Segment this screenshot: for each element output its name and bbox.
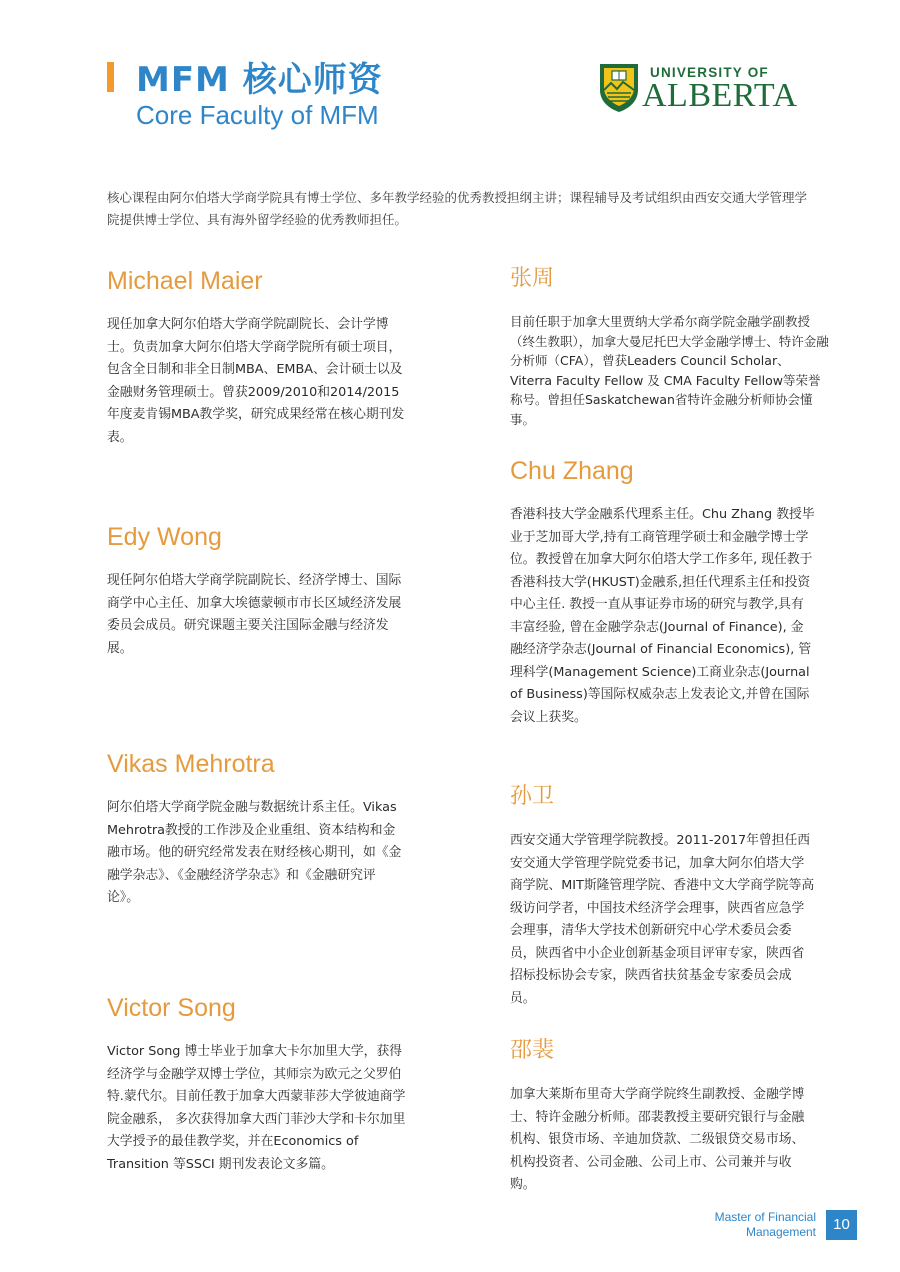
title-accent-bar — [107, 62, 114, 92]
faculty-name: Vikas Mehrotra — [107, 750, 275, 778]
faculty-bio: 现任加拿大阿尔伯塔大学商学院副院长、会计学博士。负责加拿大阿尔伯塔大学商学院所有硕士项目，包含全日制和非全日制MBA、EMBA、会计硕士以及金融财务管理硕士。曾获2009/2010和2014/2015年度麦肯锡MBA教学奖，研究成果经常在核心期刊发表。 — [107, 317, 405, 445]
faculty-card-shao-pei — [510, 1036, 810, 1197]
intro-paragraph: 核心课程由阿尔伯塔大学商学院具有博士学位、多年教学经验的优秀教授担纲主讲；课程辅导及考试组织由西安交通大学管理学院提供博士学位、具有海外留学经验的优秀教师担任。 — [107, 190, 808, 227]
faculty-card-sun-wei — [510, 782, 815, 1010]
faculty-card-chu-zhang — [510, 456, 815, 729]
faculty-card-edy-wong — [107, 522, 407, 660]
faculty-name: Michael Maier — [107, 267, 263, 295]
faculty-card-vikas-mehrotra — [107, 749, 407, 910]
faculty-name: 张周 — [510, 266, 555, 291]
faculty-name: 邵裴 — [510, 1038, 555, 1063]
page-number: 10 — [826, 1210, 857, 1240]
page-title: MFM 核心师资 — [136, 60, 383, 100]
faculty-bio: 加拿大莱斯布里奇大学商学院终生副教授、金融学博士、特许金融分析师。邵裴教授主要研究银行与金融机构、银贷市场、辛迪加贷款、二级银贷交易市场、机构投资者、公司金融、公司上市、公司兼并与收购。 — [510, 1087, 805, 1192]
footer-program-line2: Management — [745, 1225, 816, 1239]
faculty-bio: 香港科技大学金融系代理系主任。Chu Zhang 教授毕业于芝加哥大学,持有工商管理学硕士和金融学博士学位。教授曾在加拿大阿尔伯塔大学工作多年, 现任教于香港科技大学(HKUST)金融系,担任代理系主任和投资中心主任. 教授一直从事证券市场的研究与教学,具有丰富经验, 曾在金融学杂志(Journal of Finance), 金融经济学杂志(Journal of Financial Economics), 管理科学(Management Science)工商业杂志(Journal of Business)等国际权威杂志上发表论文,并曾在国际会议上获奖。 — [510, 507, 815, 725]
faculty-name: Victor Song — [107, 994, 236, 1022]
logo-text-university: UNIVERSITY OF — [650, 65, 769, 80]
faculty-bio: 西安交通大学管理学院教授。2011-2017年曾担任西安交通大学管理学院党委书记，加拿大阿尔伯塔大学商学院、MIT斯隆管理学院、香港中文大学商学院等高级访问学者，中国技术经济学会理事，陕西省应急学会理事，清华大学技术创新研究中心学术委员会委员，陕西省中小企业创新基金项目评审专家，陕西省招标投标协会专家，陕西省扶贫基金专家委员会成员。 — [510, 833, 815, 1006]
faculty-bio: 阿尔伯塔大学商学院金融与数据统计系主任。Vikas Mehrotra教授的工作涉及企业重组、资本结构和金融市场。他的研究经常发表在财经核心期刊，如《金融学杂志》、《金融经济学杂志》和《金融研究评论》。 — [107, 800, 402, 905]
faculty-name: 孙卫 — [510, 784, 555, 809]
shield-crest-icon — [598, 62, 640, 114]
faculty-card-michael-maier — [107, 266, 407, 449]
page-subtitle: Core Faculty of MFM — [136, 100, 379, 130]
faculty-name: Chu Zhang — [510, 457, 634, 485]
footer-program-name — [715, 1210, 816, 1240]
logo-text-alberta: ALBERTA — [642, 77, 798, 114]
footer-program-line1: Master of Financial — [714, 1210, 816, 1224]
faculty-bio: Victor Song 博士毕业于加拿大卡尔加里大学，获得经济学与金融学双博士学位，其师宗为欧元之父罗伯特.蒙代尔。目前任教于加拿大西蒙菲莎大学彼迪商学院金融系， 多次获得加拿大西门菲沙大学和卡尔加里大学授予的最佳教学奖，并在Economics of Transition 等SSCI 期刊发表论文多篇。 — [107, 1044, 406, 1172]
faculty-card-zhang-zhou — [510, 264, 830, 429]
faculty-name: Edy Wong — [107, 523, 222, 551]
faculty-bio: 现任阿尔伯塔大学商学院副院长、经济学博士、国际商学中心主任、加拿大埃德蒙顿市市长区域经济发展委员会成员。研究课题主要关注国际金融与经济发展。 — [107, 573, 402, 656]
faculty-bio: 目前任职于加拿大里贾纳大学希尔商学院金融学副教授（终生教职），加拿大曼尼托巴大学金融学博士、特许金融分析师（CFA），曾获Leaders Council Scholar、Viterra Faculty Fellow 及 CMA Faculty Fellow等荣誉称号。曾担任Saskatchewan省特许金融分析师协会懂事。 — [510, 314, 829, 427]
university-logo — [598, 62, 818, 118]
faculty-card-victor-song — [107, 993, 412, 1176]
